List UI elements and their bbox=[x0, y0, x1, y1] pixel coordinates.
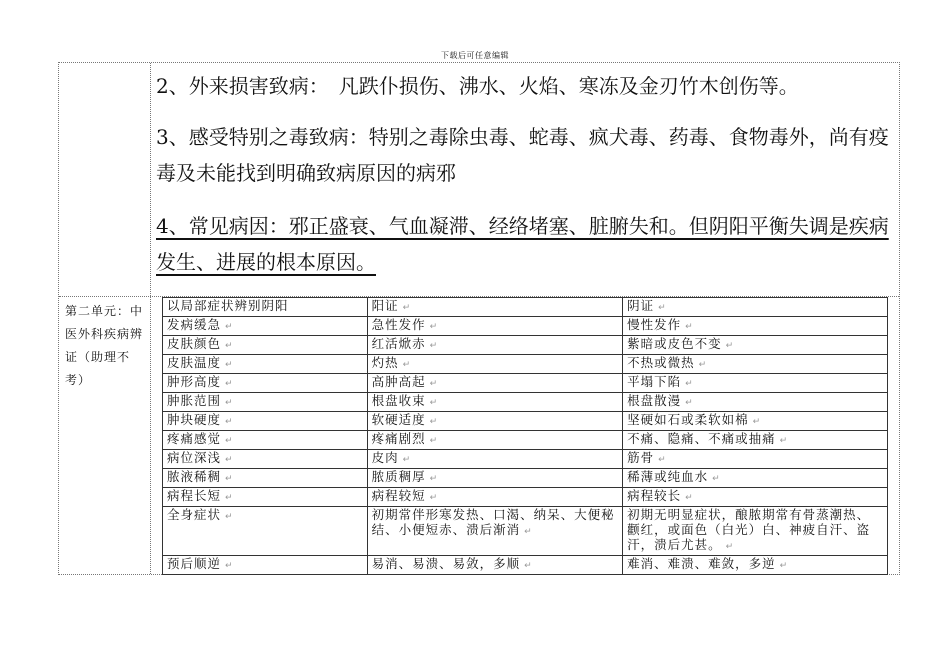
table-cell: 根盘收束 ↵ bbox=[367, 393, 623, 412]
header-cell: 阴证 ↵ bbox=[623, 298, 888, 317]
table-cell: 预后顺逆 ↵ bbox=[163, 556, 368, 575]
table-body bbox=[163, 317, 888, 575]
yin-yang-table bbox=[162, 297, 888, 575]
table-cell: 高肿高起 ↵ bbox=[367, 374, 623, 393]
table-cell: 疼痛感觉 ↵ bbox=[163, 431, 368, 450]
document-frame bbox=[58, 62, 900, 575]
header-cell: 阳证 ↵ bbox=[367, 298, 623, 317]
table-cell: 病程长短 ↵ bbox=[163, 488, 368, 507]
table-row bbox=[163, 450, 888, 469]
table-cell: 难消、难溃、难敛，多逆 ↵ bbox=[623, 556, 888, 575]
table-cell: 肿块硬度 ↵ bbox=[163, 412, 368, 431]
table-cell: 发病缓急 ↵ bbox=[163, 317, 368, 336]
page-header: 下载后可任意编辑 bbox=[441, 51, 509, 60]
table-row bbox=[163, 488, 888, 507]
table-cell: 皮肉 ↵ bbox=[367, 450, 623, 469]
table-cell: 初期无明显症状，酿脓期常有骨蒸潮热、颧红，或面色（白光）白、神疲自汗、盗汗，溃后尤甚。 ↵ bbox=[623, 507, 888, 556]
header-cell: 以局部症状辨别阴阳 bbox=[163, 298, 368, 317]
table-cell: 皮肤温度 ↵ bbox=[163, 355, 368, 374]
table-cell: 慢性发作 ↵ bbox=[623, 317, 888, 336]
table-cell: 脓液稀稠 ↵ bbox=[163, 469, 368, 488]
table-row bbox=[163, 431, 888, 450]
table-row bbox=[163, 469, 888, 488]
table-cell: 病程较长 ↵ bbox=[623, 488, 888, 507]
table-cell: 筋骨 ↵ bbox=[623, 450, 888, 469]
table-cell: 红活焮赤 ↵ bbox=[367, 336, 623, 355]
table-row bbox=[163, 556, 888, 575]
table-header-row bbox=[163, 298, 888, 317]
paragraph-special-toxin: 3、感受特别之毒致病：特别之毒除虫毒、蛇毒、疯犬毒、药毒、食物毒外，尚有疫毒及未能找到明确致病原因的病邪 bbox=[156, 125, 889, 185]
table-cell: 全身症状 ↵ bbox=[163, 507, 368, 556]
section-label: 第二单元：中医外科疾病辨证（助理不考） bbox=[65, 304, 144, 387]
table-cell: 肿胀范围 ↵ bbox=[163, 393, 368, 412]
table-cell: 疼痛剧烈 ↵ bbox=[367, 431, 623, 450]
table-row bbox=[163, 317, 888, 336]
paragraph-common-causes: 4、常见病因：邪正盛衰、气血凝滞、经络堵塞、脏腑失和。但阴阳平衡失调是疾病发生、进展的根本原因。 bbox=[156, 214, 889, 274]
table-cell: 灼热 ↵ bbox=[367, 355, 623, 374]
table-cell: 紫暗或皮色不变 ↵ bbox=[623, 336, 888, 355]
table-cell: 易消、易溃、易敛，多顺 ↵ bbox=[367, 556, 623, 575]
table-cell: 根盘散漫 ↵ bbox=[623, 393, 888, 412]
table-cell: 初期常伴形寒发热、口渴、纳呆、大便秘结、小便短赤、溃后渐消 ↵ bbox=[367, 507, 623, 556]
table-cell: 病程较短 ↵ bbox=[367, 488, 623, 507]
table-row bbox=[163, 412, 888, 431]
table-cell: 稀薄或纯血水 ↵ bbox=[623, 469, 888, 488]
table-cell: 不热或微热 ↵ bbox=[623, 355, 888, 374]
table-cell: 肿形高度 ↵ bbox=[163, 374, 368, 393]
table-row bbox=[163, 507, 888, 556]
table-cell: 软硬适度 ↵ bbox=[367, 412, 623, 431]
table-cell: 皮肤颜色 ↵ bbox=[163, 336, 368, 355]
table-cell: 急性发作 ↵ bbox=[367, 317, 623, 336]
table-row bbox=[163, 355, 888, 374]
table-cell: 脓质稠厚 ↵ bbox=[367, 469, 623, 488]
table-row bbox=[163, 374, 888, 393]
paragraph-external-injury: 2、外来损害致病： 凡跌仆损伤、沸水、火焰、寒冻及金刃竹木创伤等。 bbox=[156, 74, 799, 98]
table-row bbox=[163, 336, 888, 355]
table-cell: 病位深浅 ↵ bbox=[163, 450, 368, 469]
table-row bbox=[163, 393, 888, 412]
column-divider bbox=[150, 63, 151, 574]
table-cell: 不痛、隐痛、不痛或抽痛 ↵ bbox=[623, 431, 888, 450]
table-cell: 平塌下陷 ↵ bbox=[623, 374, 888, 393]
table-cell: 坚硬如石或柔软如棉 ↵ bbox=[623, 412, 888, 431]
